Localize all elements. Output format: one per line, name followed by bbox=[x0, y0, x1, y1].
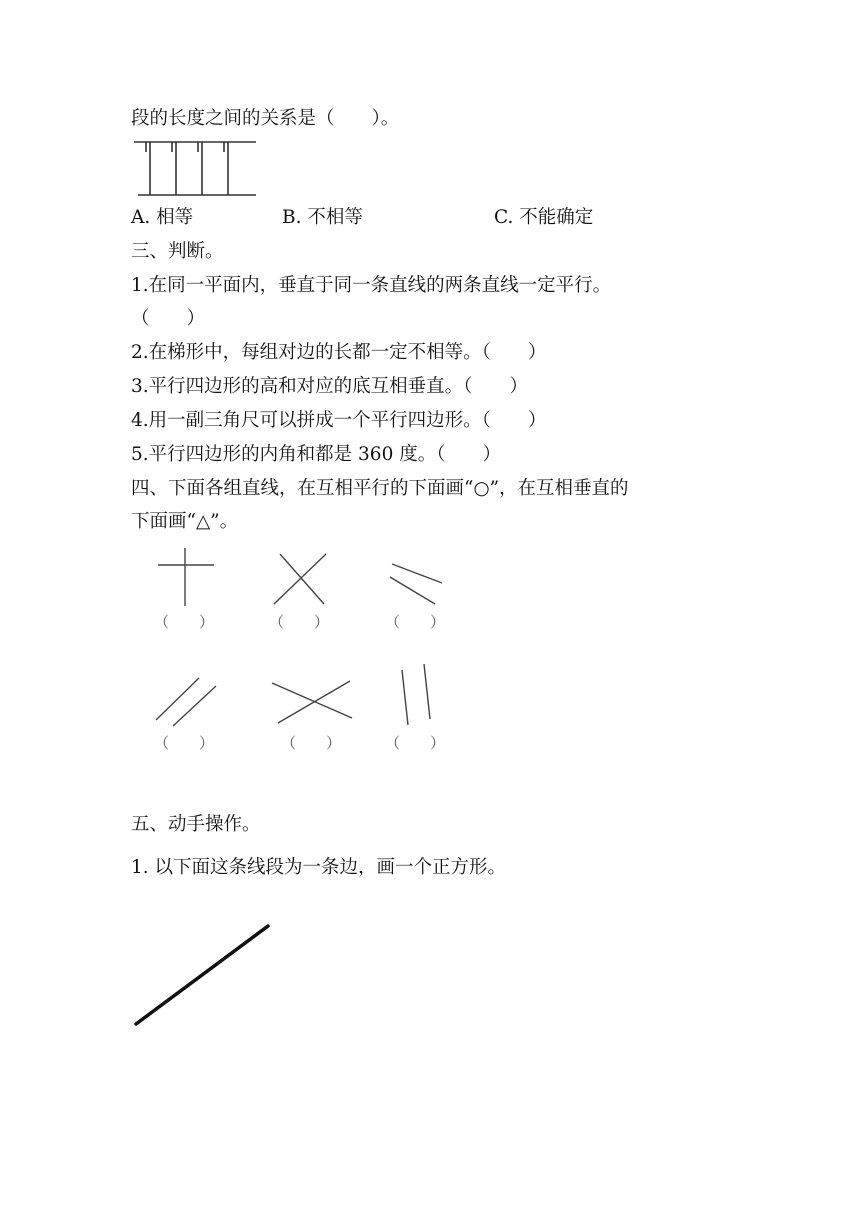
option-b[interactable]: B. 不相等 bbox=[282, 207, 363, 228]
judge-item-4: 4.用一副三角尺可以拼成一个平行四边形。（ ） bbox=[131, 410, 547, 431]
section-3-title: 三、判断。 bbox=[131, 241, 224, 262]
section-5-title: 五、动手操作。 bbox=[131, 814, 261, 835]
line-pair-2-crossing bbox=[274, 554, 326, 604]
answer-blank-6[interactable]: （ ） bbox=[385, 734, 446, 752]
answer-blank-3[interactable]: （ ） bbox=[385, 613, 446, 631]
option-c[interactable]: C. 不能确定 bbox=[494, 207, 594, 228]
line-pair-1-perpendicular bbox=[158, 548, 214, 606]
ladder-figure bbox=[134, 142, 256, 195]
line-pair-5-crossing bbox=[272, 681, 352, 723]
line-pair-4-parallel bbox=[156, 678, 216, 726]
line-pair-3 bbox=[390, 564, 442, 604]
judge-item-2: 2.在梯形中，每组对边的长都一定不相等。（ ） bbox=[131, 342, 547, 363]
answer-blank-4[interactable]: （ ） bbox=[154, 734, 215, 752]
line-pair-6 bbox=[402, 664, 430, 725]
question-tail: 段的长度之间的关系是（ ）。 bbox=[131, 108, 400, 129]
answer-blank-5[interactable]: （ ） bbox=[281, 734, 342, 752]
answer-blank-1[interactable]: （ ） bbox=[154, 613, 215, 631]
option-a[interactable]: A. 相等 bbox=[131, 207, 194, 228]
section-4-title-cont: 下面画“△”。 bbox=[131, 511, 239, 532]
judge-item-1: 1.在同一平面内，垂直于同一条直线的两条直线一定平行。 bbox=[131, 275, 612, 296]
judge-item-1-blank[interactable]: （ ） bbox=[131, 308, 206, 329]
judge-item-3: 3.平行四边形的高和对应的底互相垂直。（ ） bbox=[131, 376, 528, 397]
operation-item-1: 1. 以下面这条线段为一条边，画一个正方形。 bbox=[131, 857, 507, 878]
judge-item-5: 5.平行四边形的内角和都是 360 度。（ ） bbox=[131, 444, 501, 465]
given-segment bbox=[136, 926, 268, 1024]
section-4-title: 四、下面各组直线，在互相平行的下面画“○”，在互相垂直的 bbox=[131, 478, 629, 499]
line-pairs bbox=[156, 548, 442, 726]
answer-blank-2[interactable]: （ ） bbox=[269, 613, 330, 631]
